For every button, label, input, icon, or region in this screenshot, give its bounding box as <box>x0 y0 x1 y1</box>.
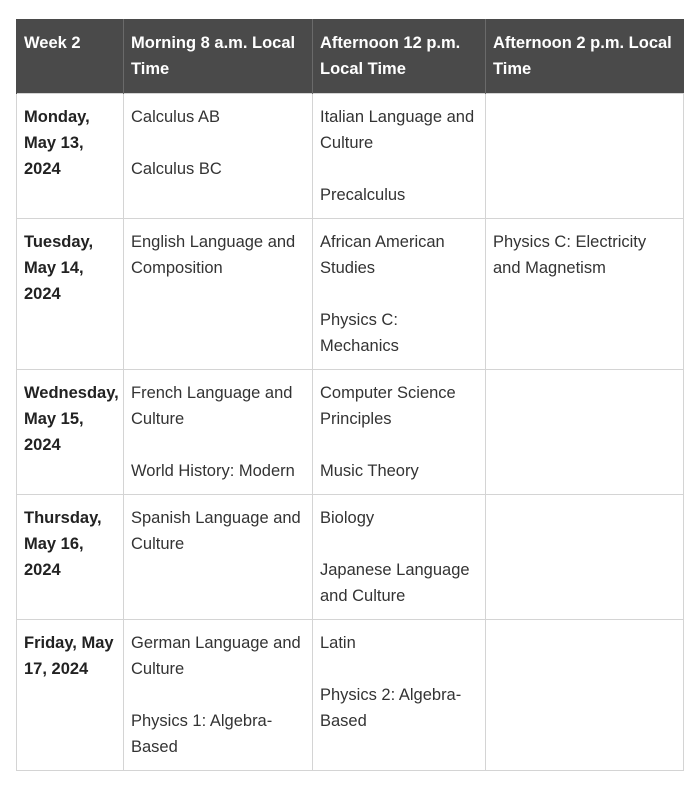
exam-name: German Language and Culture <box>131 634 301 678</box>
table-row <box>17 495 684 620</box>
afternoon-cell <box>486 495 684 620</box>
morning-cell <box>124 620 313 771</box>
exam-name: Spanish Language and Culture <box>131 509 301 553</box>
exam-name: World History: Modern <box>131 462 295 480</box>
exam-name: Computer Science Principles <box>320 384 456 428</box>
morning-cell <box>124 94 313 219</box>
exam-name: French Language and Culture <box>131 384 293 428</box>
header-week: Week 2 <box>17 19 124 94</box>
exam-name: Italian Language and Culture <box>320 108 475 152</box>
table-header <box>17 19 684 94</box>
header-afternoon: Afternoon 2 p.m. Local Time <box>486 19 684 94</box>
day-cell: Wednesday, May 15, 2024 <box>17 370 124 495</box>
day-cell: Thursday, May 16, 2024 <box>17 495 124 620</box>
noon-cell <box>313 94 486 219</box>
afternoon-cell <box>486 370 684 495</box>
header-morning: Morning 8 a.m. Local Time <box>124 19 313 94</box>
noon-cell <box>313 495 486 620</box>
morning-cell <box>124 219 313 370</box>
table-row <box>17 219 684 370</box>
day-cell: Monday, May 13, 2024 <box>17 94 124 219</box>
exam-name: Physics C: Mechanics <box>320 311 399 355</box>
exam-name: Calculus BC <box>131 160 222 178</box>
header-noon: Afternoon 12 p.m. Local Time <box>313 19 486 94</box>
noon-cell <box>313 370 486 495</box>
exam-name: English Language and Composition <box>131 233 296 277</box>
exam-name: Calculus AB <box>131 108 220 126</box>
day-cell: Tuesday, May 14, 2024 <box>17 219 124 370</box>
exam-name: Japanese Language and Culture <box>320 561 470 605</box>
exam-name: Physics 2: Algebra-Based <box>320 686 462 730</box>
table-row <box>17 94 684 219</box>
table-body <box>17 94 684 771</box>
afternoon-cell <box>486 620 684 771</box>
day-cell: Friday, May 17, 2024 <box>17 620 124 771</box>
afternoon-cell <box>486 94 684 219</box>
table-row <box>17 370 684 495</box>
afternoon-cell <box>486 219 684 370</box>
exam-name: Music Theory <box>320 462 419 480</box>
morning-cell <box>124 495 313 620</box>
table-row <box>17 620 684 771</box>
exam-name: Physics 1: Algebra-Based <box>131 712 273 756</box>
exam-name: African American Studies <box>320 233 445 277</box>
exam-name: Physics C: Electricity and Magnetism <box>493 233 647 277</box>
header-row <box>17 19 684 94</box>
exam-name: Precalculus <box>320 186 406 204</box>
noon-cell <box>313 219 486 370</box>
noon-cell <box>313 620 486 771</box>
exam-name: Biology <box>320 509 375 527</box>
exam-name: Latin <box>320 634 356 652</box>
morning-cell <box>124 370 313 495</box>
exam-schedule-table <box>16 19 684 771</box>
